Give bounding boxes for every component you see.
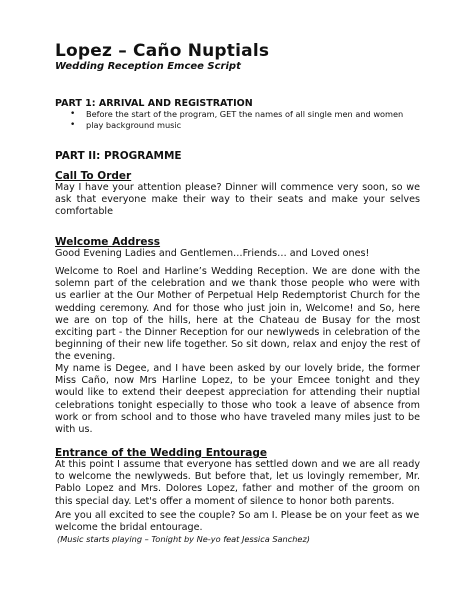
entrance-paragraph-1: At this point I assume that everyone has settled down and we are all ready to welcome the newlyweds. But before that, let us lovingly remember, Mr. Pablo Lopez and Mrs. Dolores Lopez, father and mother of the groom on this special day. Let's offer a moment of silence to honor both parents.: [55, 459, 420, 507]
welcome-address-heading: Welcome Address: [55, 236, 161, 248]
entrance-paragraph-2: Are you all excited to see the couple? So am I. Please be on your feet as we welcome the bridal entourage.: [55, 510, 420, 534]
list-item: • play background music: [55, 120, 435, 131]
call-to-order-text: May I have your attention please? Dinner will commence very soon, so we ask that everyone make their way to their seats and make your selves comfortable: [55, 182, 420, 218]
part1-bullet-list: [55, 109, 435, 130]
part2-heading: PART II: PROGRAMME: [55, 150, 182, 162]
entrance-heading: Entrance of the Wedding Entourage: [55, 447, 267, 459]
list-item: • Before the start of the program, GET the names of all single men and women: [55, 109, 435, 120]
welcome-greeting: Good Evening Ladies and Gentlemen…Friends… and Loved ones!: [55, 248, 370, 259]
music-note: (Music starts playing – Tonight by Ne-yo feat Jessica Sanchez): [57, 534, 310, 544]
part1-heading: PART 1: ARRIVAL AND REGISTRATION: [55, 98, 253, 109]
welcome-paragraph-2: My name is Degee, and I have been asked by our lovely bride, the former Miss Caño, now Mrs Harline Lopez, to be your Emcee tonight and they would like to extend their deepest appreciation for attending their nuptial celebrations tonight especially to those who took a leave of absence from work or from school and to those who have traveled many miles just to be with us.: [55, 363, 420, 436]
document-subtitle: Wedding Reception Emcee Script: [55, 61, 241, 72]
call-to-order-heading: Call To Order: [55, 170, 132, 182]
document-title: Lopez – Caño Nuptials: [55, 41, 270, 61]
welcome-paragraph-1: Welcome to Roel and Harline’s Wedding Reception. We are done with the solemn part of the celebration and we thank those people who were with us earlier at the Our Mother of Perpetual Help Redemptorist Church for the wedding ceremony. And for those who just join in, Welcome! and So, here we are on top of the hills, here at the Chateau de Busay for the most exciting part - the Dinner Reception for our newlyweds in celebration of the beginning of their new life together. So sit down, relax and enjoy the rest of the evening.: [55, 266, 420, 363]
